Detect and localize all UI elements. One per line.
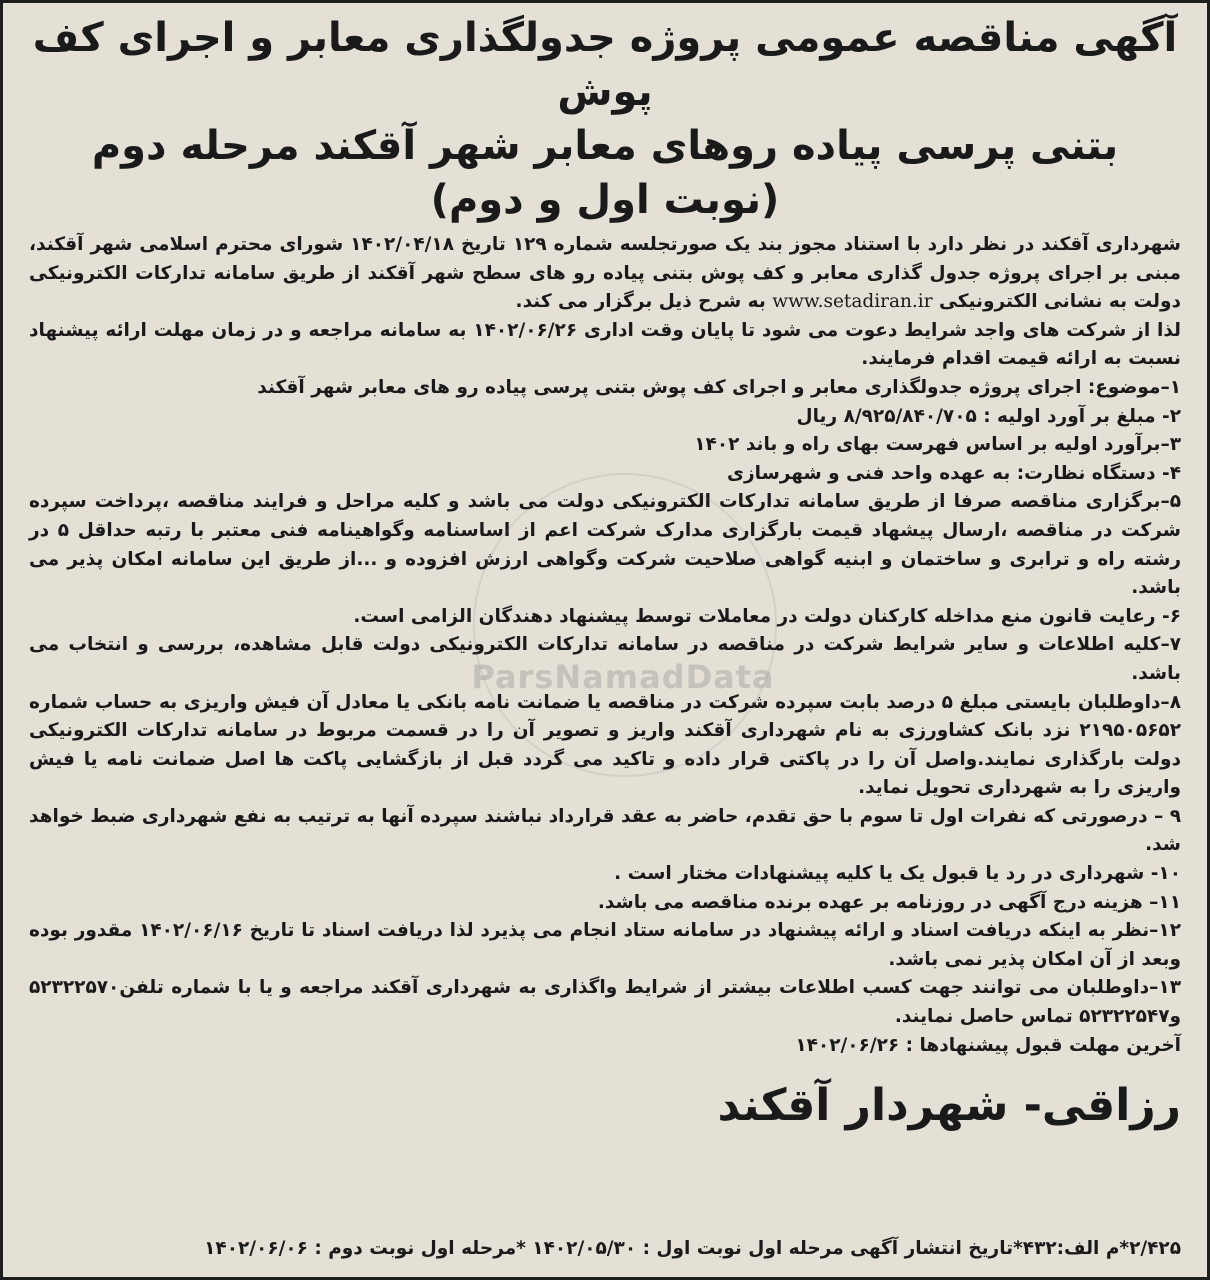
item-9: ۹ – درصورتی که نفرات اول تا سوم با حق تقدم، حاضر به عقد قرارداد نباشند سپرده آنها به ترتیب به نفع شهرداری ضبط خواهد شد.	[29, 805, 1181, 856]
item-1: ۱–موضوع: اجرای پروژه جدولگذاری معابر و اجرای کف پوش بتنی پرسی پیاده رو های معابر شهر آقکند	[257, 376, 1181, 398]
item-3: ۳–برآورد اولیه بر اساس فهرست بهای راه و باند ۱۴۰۲	[694, 434, 1181, 456]
item-6: ۶- رعایت قانون منع مداخله کارکنان دولت در معاملات توسط پیشنهاد دهندگان الزامی است.	[353, 605, 1181, 627]
item-4: ۴- دستگاه نظارت: به عهده واحد فنی و شهرسازی	[727, 462, 1181, 484]
notice-title-line-1: آگهی مناقصه عمومی پروژه جدولگذاری معابر و اجرای کف پوش	[32, 15, 1178, 115]
submission-deadline: آخرین مهلت قبول پیشنهادها : ۱۴۰۲/۰۶/۲۶	[795, 1034, 1181, 1056]
item-2: ۲- مبلغ بر آورد اولیه : ۸/۹۲۵/۸۴۰/۷۰۵ ریال	[796, 405, 1181, 427]
item-11: ۱۱– هزینه درج آگهی در روزنامه بر عهده برنده مناقصه می باشد.	[597, 891, 1181, 913]
item-12: ۱۲–نظر به اینکه دریافت اسناد و ارائه پیشنهاد در سامانه ستاد انجام می پذیرد لذا دریافت اسناد تا تاریخ ۱۴۰۲/۰۶/۱۶ مقدور بوده وبعد از آن امکان پذیر نمی باشد.	[29, 920, 1182, 970]
item-13: ۱۳–داوطلبان می توانند جهت کسب اطلاعات بیشتر از شرایط واگذاری به شهرداری آقکند مراجعه و یا با شماره تلفن۵۲۳۲۲۵۷۰ و۵۲۳۲۲۵۴۷ تماس حاصل نمایند.	[29, 977, 1181, 1028]
intro-paragraph	[29, 231, 1181, 317]
publication-footer: ۲/۴۲۵*م الف:۴۳۲*تاریخ انتشار آگهی مرحله اول نوبت اول : ۱۴۰۲/۰۵/۳۰ *مرحله اول نوبت دوم : ۱۴۰۲/۰۶/۰۶	[204, 1238, 1181, 1259]
mayor-signature: رزاقی- شهردار آقکند	[717, 1079, 1181, 1131]
website-link[interactable]: www.setadiran.ir	[772, 291, 933, 313]
watermark-text: ParsNamadData	[471, 658, 775, 696]
invitation-paragraph: لذا از شرکت های واجد شرایط دعوت می شود تا پایان وقت اداری ۱۴۰۲/۰۶/۲۶ به سامانه مراجعه و در زمان مهلت ارائه پیشنهاد نسبت به ارائه قیمت اقدام فرمایند.	[29, 319, 1182, 370]
notice-body	[29, 231, 1181, 1060]
item-8: ۸–داوطلبان بایستی مبلغ ۵ درصد بابت سپرده شرکت در مناقصه یا ضمانت نامه بانکی یا معادل آن فیش واریزی به حساب شماره ۲۱۹۵۰۵۶۵۲ نزد بانک کشاورزی به نام شهرداری آقکند واریز و تصویر آن را در قسمت مربوط در سامانه تدارکات الکترونیکی دولت بارگذاری نمایند.واصل آن را در پاکتی قرار داده و تاکید می گردد قبل از بازگشایی پاکت ها اصل ضمانت نامه یا فیش واریزی را به شهرداری تحویل نماید.	[29, 691, 1181, 799]
item-5: ۵–برگزاری مناقصه صرفا از طریق سامانه تدارکات الکترونیکی دولت می باشد و کلیه مراحل و فرایند مناقصه ،پرداخت سپرده شرکت در مناقصه ،ارسال پیشهاد قیمت بارگزاری مدارک شرکت اعم از اساسنامه وگواهینامه فنی معتبر با رتبه حداقل ۵ در رشته راه و ترابری و ساختمان و ابنیه گواهی صلاحیت شرکت وگواهی ارزش افزوده و ...از طریق این سامانه امکان پذیر می باشد.	[29, 491, 1181, 599]
intro-end-text: به شرح ذیل برگزار می کند.	[515, 291, 766, 313]
notice-title-line-2: بتنی پرسی پیاده روهای معابر شهر آقکند مرحله دوم (نوبت اول و دوم)	[91, 123, 1119, 223]
item-7: ۷–کلیه اطلاعات و سایر شرایط شرکت در مناقصه در سامانه تدارکات الکترونیکی دولت قابل مشاهده، بررسی و انتخاب می باشد.	[29, 634, 1181, 684]
item-10: ۱۰- شهرداری در رد یا قبول یک یا کلیه پیشنهادات مختار است .	[614, 863, 1181, 885]
intro-text: شهرداری آقکند در نظر دارد با استناد مجوز بند یک صورتجلسه شماره ۱۲۹ تاریخ ۱۴۰۲/۰۴/۱۸ شورای محترم اسلامی شهر آقکند، مبنی بر اجرای پروژه جدول گذاری معابر و کف پوش بتنی پیاده رو های سطح شهر آقکند از طریق سامانه تدارکات الکترونیکی دولت به نشانی الکترونیکی	[29, 234, 1181, 313]
